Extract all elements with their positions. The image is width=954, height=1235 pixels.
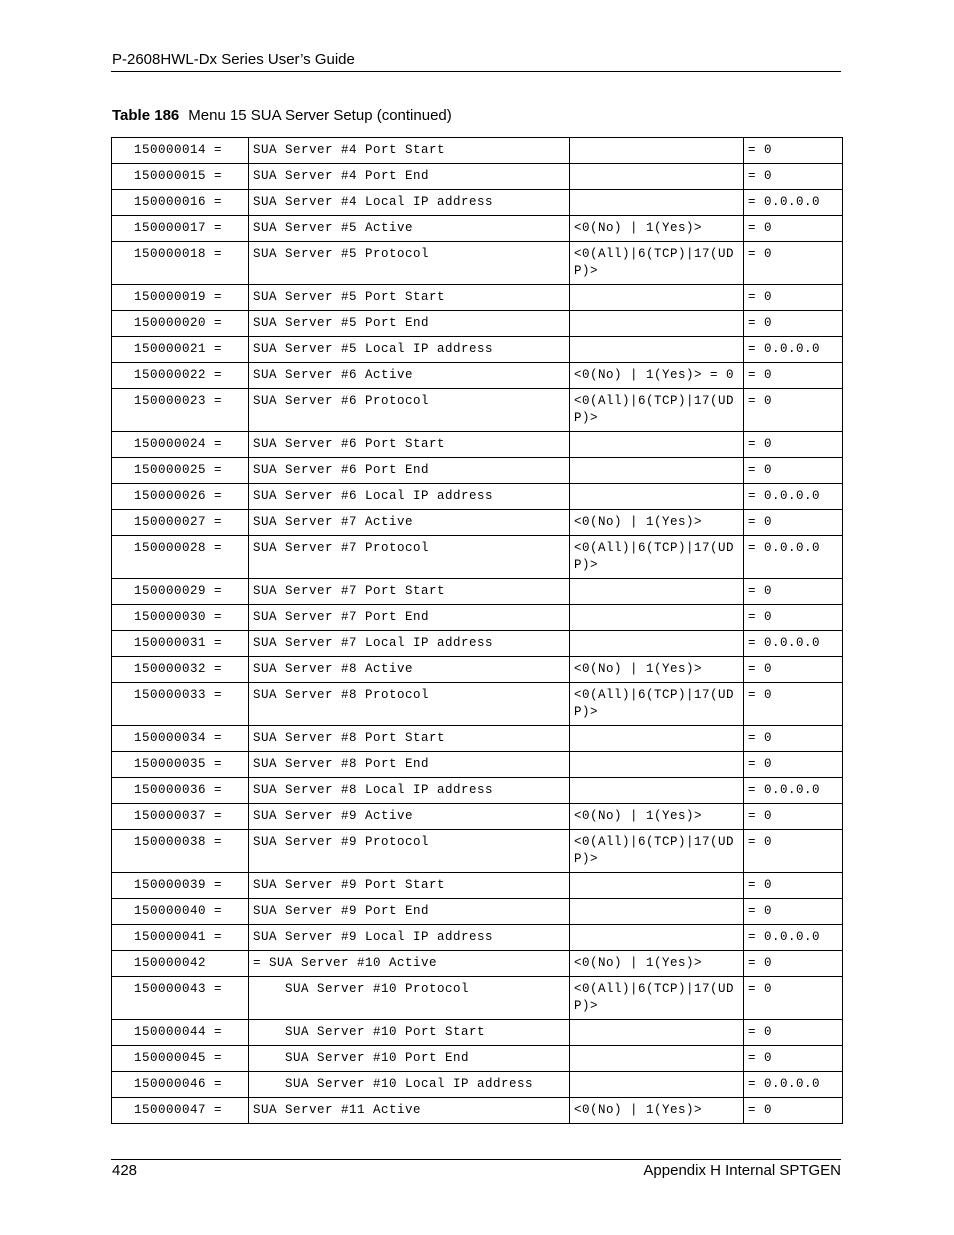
row-options-cell <box>570 458 744 484</box>
table-row <box>112 899 843 925</box>
row-value-cell: = 0 <box>744 873 843 899</box>
row-options-cell <box>570 138 744 164</box>
row-id-cell: 150000041 = <box>112 925 249 951</box>
row-name-cell: SUA Server #7 Protocol <box>249 536 570 579</box>
table-row <box>112 752 843 778</box>
row-id-cell: 150000031 = <box>112 631 249 657</box>
table-caption-label: Table 186 <box>112 107 180 124</box>
row-options-cell <box>570 1072 744 1098</box>
row-options-cell: <0(No) | 1(Yes)> <box>570 216 744 242</box>
table-row <box>112 190 843 216</box>
row-options-cell: <0(No) | 1(Yes)> <box>570 657 744 683</box>
row-value-cell: = 0 <box>744 752 843 778</box>
table-row <box>112 925 843 951</box>
row-name-cell: SUA Server #8 Port Start <box>249 726 570 752</box>
row-options-cell <box>570 605 744 631</box>
row-name-cell: SUA Server #10 Protocol <box>249 977 570 1020</box>
row-id-cell: 150000021 = <box>112 337 249 363</box>
table-row <box>112 458 843 484</box>
row-value-cell: = 0 <box>744 977 843 1020</box>
row-name-cell: SUA Server #5 Active <box>249 216 570 242</box>
row-name-cell: SUA Server #8 Active <box>249 657 570 683</box>
table-row <box>112 778 843 804</box>
table-row <box>112 242 843 285</box>
footer-section-title: Appendix H Internal SPTGEN <box>643 1162 841 1179</box>
table-row <box>112 1098 843 1124</box>
row-id-cell: 150000045 = <box>112 1046 249 1072</box>
row-name-cell: SUA Server #4 Port End <box>249 164 570 190</box>
table-row <box>112 830 843 873</box>
row-options-cell: <0(No) | 1(Yes)> <box>570 804 744 830</box>
row-id-cell: 150000020 = <box>112 311 249 337</box>
row-value-cell: = 0 <box>744 726 843 752</box>
row-id-cell: 150000022 = <box>112 363 249 389</box>
row-name-cell: SUA Server #7 Port Start <box>249 579 570 605</box>
row-id-cell: 150000042 <box>112 951 249 977</box>
row-options-cell: <0(All)|6(TCP)|17(UDP)> <box>570 389 744 432</box>
row-value-cell: = 0.0.0.0 <box>744 1072 843 1098</box>
row-id-cell: 150000032 = <box>112 657 249 683</box>
row-name-cell: SUA Server #10 Port Start <box>249 1020 570 1046</box>
row-value-cell: = 0 <box>744 389 843 432</box>
row-options-cell <box>570 164 744 190</box>
table-row <box>112 138 843 164</box>
row-options-cell <box>570 925 744 951</box>
row-name-cell: SUA Server #9 Port Start <box>249 873 570 899</box>
row-name-cell: SUA Server #6 Active <box>249 363 570 389</box>
row-options-cell <box>570 484 744 510</box>
row-id-cell: 150000036 = <box>112 778 249 804</box>
row-id-cell: 150000035 = <box>112 752 249 778</box>
row-id-cell: 150000023 = <box>112 389 249 432</box>
table-row <box>112 510 843 536</box>
row-name-cell: = SUA Server #10 Active <box>249 951 570 977</box>
row-name-cell: SUA Server #7 Local IP address <box>249 631 570 657</box>
row-options-cell: <0(All)|6(TCP)|17(UDP)> <box>570 830 744 873</box>
row-value-cell: = 0 <box>744 138 843 164</box>
row-value-cell: = 0 <box>744 1098 843 1124</box>
row-id-cell: 150000043 = <box>112 977 249 1020</box>
row-options-cell <box>570 752 744 778</box>
footer-divider <box>111 1159 841 1160</box>
row-value-cell: = 0 <box>744 683 843 726</box>
row-value-cell: = 0 <box>744 579 843 605</box>
row-options-cell <box>570 1046 744 1072</box>
row-id-cell: 150000025 = <box>112 458 249 484</box>
table-row <box>112 951 843 977</box>
row-value-cell: = 0 <box>744 164 843 190</box>
table-row <box>112 977 843 1020</box>
row-name-cell: SUA Server #6 Local IP address <box>249 484 570 510</box>
row-id-cell: 150000046 = <box>112 1072 249 1098</box>
table-row <box>112 605 843 631</box>
row-value-cell: = 0 <box>744 311 843 337</box>
row-name-cell: SUA Server #9 Protocol <box>249 830 570 873</box>
table-row <box>112 873 843 899</box>
row-name-cell: SUA Server #9 Port End <box>249 899 570 925</box>
row-options-cell <box>570 873 744 899</box>
row-name-cell: SUA Server #7 Active <box>249 510 570 536</box>
table-row <box>112 579 843 605</box>
row-name-cell: SUA Server #4 Port Start <box>249 138 570 164</box>
row-value-cell: = 0 <box>744 363 843 389</box>
table-row <box>112 432 843 458</box>
row-options-cell: <0(No) | 1(Yes)> = 0 <box>570 363 744 389</box>
row-name-cell: SUA Server #5 Port End <box>249 311 570 337</box>
row-value-cell: = 0 <box>744 657 843 683</box>
table-body <box>112 138 843 1124</box>
row-id-cell: 150000024 = <box>112 432 249 458</box>
table-row <box>112 311 843 337</box>
row-options-cell <box>570 778 744 804</box>
row-id-cell: 150000038 = <box>112 830 249 873</box>
row-name-cell: SUA Server #4 Local IP address <box>249 190 570 216</box>
row-name-cell: SUA Server #9 Active <box>249 804 570 830</box>
row-id-cell: 150000044 = <box>112 1020 249 1046</box>
row-id-cell: 150000016 = <box>112 190 249 216</box>
row-name-cell: SUA Server #10 Local IP address <box>249 1072 570 1098</box>
row-id-cell: 150000015 = <box>112 164 249 190</box>
row-value-cell: = 0 <box>744 804 843 830</box>
row-value-cell: = 0 <box>744 216 843 242</box>
row-options-cell <box>570 726 744 752</box>
row-id-cell: 150000034 = <box>112 726 249 752</box>
row-id-cell: 150000018 = <box>112 242 249 285</box>
row-name-cell: SUA Server #6 Port Start <box>249 432 570 458</box>
row-name-cell: SUA Server #6 Protocol <box>249 389 570 432</box>
row-value-cell: = 0 <box>744 510 843 536</box>
row-options-cell: <0(No) | 1(Yes)> <box>570 510 744 536</box>
table-row <box>112 1046 843 1072</box>
row-options-cell: <0(All)|6(TCP)|17(UDP)> <box>570 242 744 285</box>
row-value-cell: = 0 <box>744 830 843 873</box>
row-name-cell: SUA Server #6 Port End <box>249 458 570 484</box>
row-name-cell: SUA Server #11 Active <box>249 1098 570 1124</box>
row-name-cell: SUA Server #5 Protocol <box>249 242 570 285</box>
table-caption-text: Menu 15 SUA Server Setup (continued) <box>188 107 452 124</box>
table-row <box>112 164 843 190</box>
row-options-cell: <0(All)|6(TCP)|17(UDP)> <box>570 536 744 579</box>
table-row <box>112 536 843 579</box>
row-options-cell <box>570 190 744 216</box>
row-id-cell: 150000028 = <box>112 536 249 579</box>
row-value-cell: = 0 <box>744 1020 843 1046</box>
row-options-cell: <0(No) | 1(Yes)> <box>570 951 744 977</box>
row-value-cell: = 0.0.0.0 <box>744 337 843 363</box>
row-options-cell <box>570 1020 744 1046</box>
row-options-cell: <0(All)|6(TCP)|17(UDP)> <box>570 683 744 726</box>
table-row <box>112 631 843 657</box>
table-row <box>112 1072 843 1098</box>
row-value-cell: = 0 <box>744 432 843 458</box>
row-name-cell: SUA Server #8 Protocol <box>249 683 570 726</box>
row-id-cell: 150000039 = <box>112 873 249 899</box>
row-options-cell <box>570 337 744 363</box>
row-name-cell: SUA Server #5 Local IP address <box>249 337 570 363</box>
row-value-cell: = 0 <box>744 951 843 977</box>
sua-server-table <box>111 137 843 1124</box>
row-name-cell: SUA Server #5 Port Start <box>249 285 570 311</box>
row-options-cell <box>570 579 744 605</box>
table-row <box>112 657 843 683</box>
table-caption <box>112 107 452 124</box>
row-id-cell: 150000040 = <box>112 899 249 925</box>
row-value-cell: = 0 <box>744 458 843 484</box>
row-name-cell: SUA Server #8 Port End <box>249 752 570 778</box>
row-name-cell: SUA Server #10 Port End <box>249 1046 570 1072</box>
row-options-cell: <0(No) | 1(Yes)> <box>570 1098 744 1124</box>
row-value-cell: = 0.0.0.0 <box>744 631 843 657</box>
row-value-cell: = 0 <box>744 285 843 311</box>
row-id-cell: 150000026 = <box>112 484 249 510</box>
row-value-cell: = 0 <box>744 605 843 631</box>
row-value-cell: = 0.0.0.0 <box>744 484 843 510</box>
row-value-cell: = 0.0.0.0 <box>744 925 843 951</box>
row-options-cell <box>570 285 744 311</box>
row-value-cell: = 0.0.0.0 <box>744 536 843 579</box>
table-row <box>112 216 843 242</box>
row-value-cell: = 0.0.0.0 <box>744 190 843 216</box>
row-id-cell: 150000027 = <box>112 510 249 536</box>
row-options-cell <box>570 311 744 337</box>
row-id-cell: 150000029 = <box>112 579 249 605</box>
row-name-cell: SUA Server #9 Local IP address <box>249 925 570 951</box>
row-id-cell: 150000014 = <box>112 138 249 164</box>
page-number: 428 <box>112 1162 138 1179</box>
row-options-cell <box>570 432 744 458</box>
row-value-cell: = 0 <box>744 242 843 285</box>
table-row <box>112 285 843 311</box>
row-value-cell: = 0 <box>744 899 843 925</box>
row-id-cell: 150000019 = <box>112 285 249 311</box>
table-row <box>112 363 843 389</box>
row-id-cell: 150000030 = <box>112 605 249 631</box>
row-id-cell: 150000017 = <box>112 216 249 242</box>
row-options-cell <box>570 631 744 657</box>
row-name-cell: SUA Server #7 Port End <box>249 605 570 631</box>
row-id-cell: 150000033 = <box>112 683 249 726</box>
table-row <box>112 389 843 432</box>
row-value-cell: = 0 <box>744 1046 843 1072</box>
row-id-cell: 150000047 = <box>112 1098 249 1124</box>
table-row <box>112 484 843 510</box>
table-row <box>112 337 843 363</box>
table-row <box>112 683 843 726</box>
row-id-cell: 150000037 = <box>112 804 249 830</box>
header-divider <box>111 71 841 72</box>
table-row <box>112 726 843 752</box>
table-row <box>112 1020 843 1046</box>
page-header-title: P-2608HWL-Dx Series User’s Guide <box>112 51 355 68</box>
row-value-cell: = 0.0.0.0 <box>744 778 843 804</box>
row-options-cell <box>570 899 744 925</box>
row-options-cell: <0(All)|6(TCP)|17(UDP)> <box>570 977 744 1020</box>
table-row <box>112 804 843 830</box>
row-name-cell: SUA Server #8 Local IP address <box>249 778 570 804</box>
